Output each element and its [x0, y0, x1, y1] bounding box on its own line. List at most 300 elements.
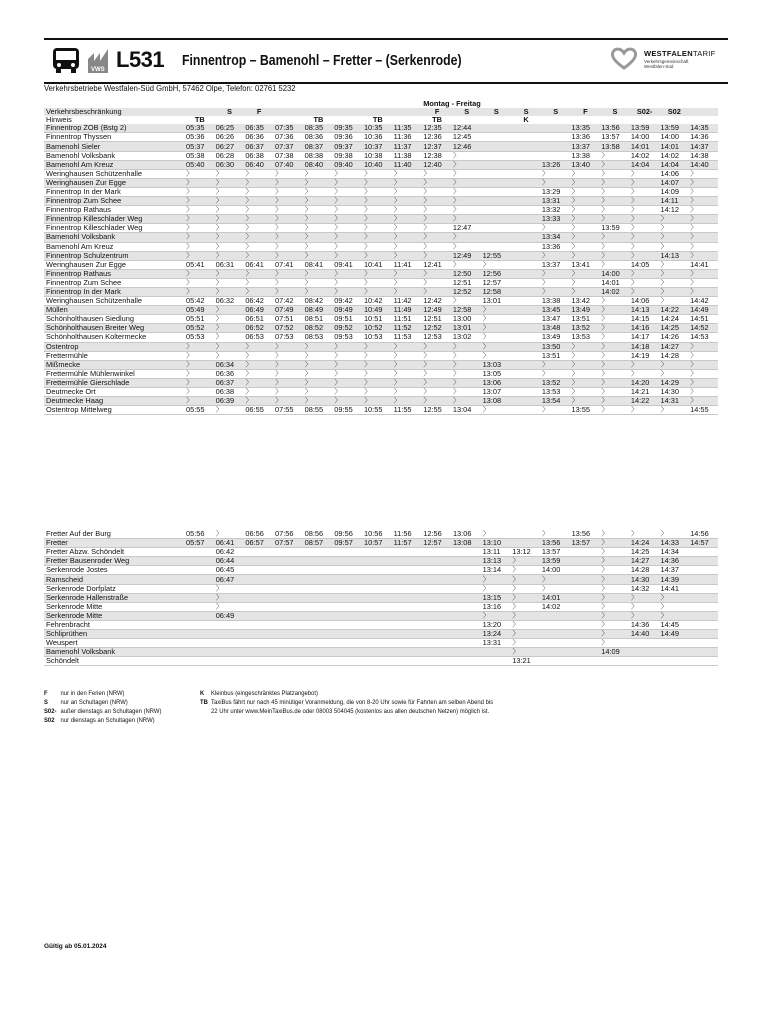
- departure-time: [184, 575, 214, 584]
- departure-time: 14:16: [629, 324, 659, 333]
- departure-time: [510, 187, 540, 196]
- departure-time: 〉: [510, 575, 540, 584]
- departure-time: [184, 584, 214, 593]
- departure-time: 〉: [421, 351, 451, 360]
- departure-time: 14:06: [659, 169, 689, 178]
- departure-time: 〉: [273, 242, 303, 251]
- departure-time: [184, 557, 214, 566]
- departure-time: 〉: [688, 342, 718, 351]
- day-header-spacer: [44, 100, 184, 108]
- departure-time: [332, 548, 362, 557]
- departure-time: [481, 242, 511, 251]
- bus-icon: [52, 47, 80, 74]
- stop-row: [44, 206, 718, 215]
- departure-time: 13:10: [481, 539, 511, 548]
- departure-time: 〉: [184, 351, 214, 360]
- departure-time: 14:00: [599, 269, 629, 278]
- stop-row: [44, 187, 718, 196]
- departure-time: [421, 575, 451, 584]
- departure-time: 〉: [303, 251, 333, 260]
- departure-time: 06:31: [214, 260, 244, 269]
- departure-time: 〉: [214, 278, 244, 287]
- restriction-label: Verkehrsbeschränkung: [44, 108, 184, 116]
- departure-time: 〉: [599, 297, 629, 306]
- stop-name: Schönholthausen Koltermecke: [44, 333, 184, 342]
- stop-row: [44, 287, 718, 296]
- departure-time: 〉: [243, 178, 273, 187]
- departure-time: 14:11: [659, 197, 689, 206]
- restriction-cell: [688, 108, 718, 116]
- departure-time: 13:34: [540, 233, 570, 242]
- departure-time: 〉: [392, 197, 422, 206]
- departure-time: 〉: [629, 251, 659, 260]
- stop-row: [44, 611, 718, 620]
- departure-time: 〉: [510, 557, 540, 566]
- stop-row: [44, 657, 718, 666]
- departure-time: 13:50: [540, 342, 570, 351]
- departure-time: [273, 575, 303, 584]
- departure-time: 05:42: [184, 297, 214, 306]
- departure-time: 〉: [481, 611, 511, 620]
- departure-time: 〉: [599, 178, 629, 187]
- departure-time: 14:37: [688, 142, 718, 151]
- departure-time: 〉: [570, 397, 600, 406]
- departure-time: 〉: [540, 269, 570, 278]
- departure-time: 〉: [332, 342, 362, 351]
- departure-time: [273, 639, 303, 648]
- hint-row: [44, 116, 718, 124]
- departure-time: 14:38: [688, 151, 718, 160]
- departure-time: [421, 639, 451, 648]
- stop-row: [44, 251, 718, 260]
- departure-time: 09:55: [332, 406, 362, 415]
- departure-time: 〉: [599, 566, 629, 575]
- departure-time: 14:19: [629, 351, 659, 360]
- departure-time: 〉: [629, 611, 659, 620]
- departure-time: [421, 548, 451, 557]
- departure-time: [214, 657, 244, 666]
- stop-row: [44, 242, 718, 251]
- departure-time: [540, 639, 570, 648]
- departure-time: 〉: [659, 602, 689, 611]
- departure-time: 〉: [184, 269, 214, 278]
- stop-row: [44, 378, 718, 387]
- departure-time: 〉: [332, 251, 362, 260]
- departure-time: 〉: [273, 178, 303, 187]
- hint-cell: [688, 116, 718, 124]
- restriction-cell: S: [481, 108, 511, 116]
- vws-label: VWS: [91, 67, 105, 73]
- departure-time: 〉: [629, 406, 659, 415]
- stop-name: Finnentrop ZOB (Bstg 2): [44, 124, 184, 133]
- departure-time: 07:38: [273, 151, 303, 160]
- footnote-text: nur in den Ferien (NRW): [60, 690, 125, 697]
- departure-time: 14:55: [688, 406, 718, 415]
- departure-time: [392, 584, 422, 593]
- departure-time: 13:59: [540, 557, 570, 566]
- departure-time: 08:53: [303, 333, 333, 342]
- departure-time: 〉: [659, 369, 689, 378]
- stop-name: Müllen: [44, 306, 184, 315]
- departure-time: 06:34: [214, 360, 244, 369]
- stop-row: [44, 133, 718, 142]
- departure-time: 〉: [540, 251, 570, 260]
- hint-cell: TB: [372, 116, 383, 125]
- departure-time: [332, 630, 362, 639]
- departure-time: 07:52: [273, 324, 303, 333]
- departure-time: 13:24: [481, 630, 511, 639]
- departure-time: 〉: [214, 197, 244, 206]
- departure-time: [392, 566, 422, 575]
- departure-time: [510, 215, 540, 224]
- departure-time: 06:30: [214, 160, 244, 169]
- departure-time: 07:49: [273, 306, 303, 315]
- departure-time: 14:27: [659, 342, 689, 351]
- stop-name: Finnentrop Killeschlader Weg: [44, 215, 184, 224]
- stop-row: [44, 215, 718, 224]
- departure-time: 〉: [273, 197, 303, 206]
- departure-time: [392, 557, 422, 566]
- departure-time: 〉: [510, 593, 540, 602]
- departure-time: 06:47: [214, 575, 244, 584]
- departure-time: 06:52: [243, 324, 273, 333]
- departure-time: 〉: [540, 287, 570, 296]
- departure-time: 〉: [332, 169, 362, 178]
- departure-time: 〉: [421, 233, 451, 242]
- departure-time: 14:02: [659, 151, 689, 160]
- departure-time: [629, 657, 659, 666]
- departure-time: [303, 557, 333, 566]
- departure-time: 〉: [659, 233, 689, 242]
- departure-time: 〉: [481, 260, 511, 269]
- hint-cell: [451, 116, 481, 124]
- departure-time: [510, 160, 540, 169]
- departure-time: 〉: [303, 233, 333, 242]
- departure-time: 〉: [688, 215, 718, 224]
- departure-time: [510, 369, 540, 378]
- departure-time: [421, 611, 451, 620]
- departure-time: 13:37: [540, 260, 570, 269]
- departure-time: 13:08: [451, 539, 481, 548]
- departure-time: 〉: [688, 360, 718, 369]
- stop-name: Bamenohl Volksbank: [44, 648, 184, 657]
- departure-time: 〉: [451, 397, 481, 406]
- departure-time: [243, 593, 273, 602]
- departure-time: [570, 584, 600, 593]
- departure-time: [273, 557, 303, 566]
- departure-time: 〉: [599, 324, 629, 333]
- departure-time: [510, 197, 540, 206]
- departure-time: [303, 602, 333, 611]
- departure-time: 〉: [629, 178, 659, 187]
- departure-time: 〉: [184, 342, 214, 351]
- departure-time: 05:49: [184, 306, 214, 315]
- departure-time: [303, 548, 333, 557]
- hint-cell: [214, 116, 244, 124]
- restriction-cell: F: [243, 108, 273, 116]
- departure-time: 07:35: [273, 124, 303, 133]
- stop-name: Ostentrop Mittelweg: [44, 406, 184, 415]
- departure-time: 14:30: [629, 575, 659, 584]
- departure-time: [273, 548, 303, 557]
- departure-time: 〉: [273, 224, 303, 233]
- departure-time: 14:34: [659, 548, 689, 557]
- departure-time: [421, 602, 451, 611]
- footnotes-right: [200, 689, 493, 716]
- stop-name: Fretter Abzw. Schöndelt: [44, 548, 184, 557]
- departure-time: 〉: [599, 397, 629, 406]
- departure-time: 〉: [599, 611, 629, 620]
- departure-time: 〉: [570, 360, 600, 369]
- departure-time: [510, 124, 540, 133]
- departure-time: [303, 657, 333, 666]
- departure-time: 09:42: [332, 297, 362, 306]
- departure-time: [303, 593, 333, 602]
- restriction-cell: [184, 108, 214, 116]
- departure-time: [451, 593, 481, 602]
- departure-time: 〉: [303, 397, 333, 406]
- departure-time: 〉: [214, 251, 244, 260]
- departure-time: 13:20: [481, 620, 511, 629]
- departure-time: 〉: [184, 206, 214, 215]
- departure-time: 13:53: [570, 333, 600, 342]
- departure-time: 〉: [599, 530, 629, 539]
- departure-time: 12:41: [421, 260, 451, 269]
- departure-time: 13:07: [481, 388, 511, 397]
- departure-time: 〉: [392, 206, 422, 215]
- departure-time: 〉: [688, 224, 718, 233]
- departure-time: 〉: [451, 151, 481, 160]
- departure-time: 13:38: [540, 297, 570, 306]
- departure-time: [273, 648, 303, 657]
- departure-time: 〉: [273, 215, 303, 224]
- departure-time: [570, 648, 600, 657]
- departure-time: [540, 620, 570, 629]
- stop-row: [44, 620, 718, 629]
- departure-time: 〉: [184, 251, 214, 260]
- departure-time: [510, 530, 540, 539]
- departure-time: 〉: [481, 406, 511, 415]
- departure-time: 〉: [629, 187, 659, 196]
- departure-time: [510, 297, 540, 306]
- stop-name: Fretter Bausenroder Weg: [44, 557, 184, 566]
- departure-time: 〉: [599, 406, 629, 415]
- departure-time: 〉: [421, 187, 451, 196]
- departure-time: [570, 657, 600, 666]
- departure-time: 05:55: [184, 406, 214, 415]
- departure-time: 〉: [421, 378, 451, 387]
- footnote-key: S02-: [44, 708, 57, 715]
- departure-time: 11:51: [392, 315, 422, 324]
- restriction-cell: F: [570, 108, 600, 116]
- departure-time: 14:36: [688, 133, 718, 142]
- departure-time: 〉: [421, 342, 451, 351]
- departure-time: 14:45: [659, 620, 689, 629]
- departure-time: 14:25: [659, 324, 689, 333]
- stop-name: Finnentrop Killeschlader Weg: [44, 224, 184, 233]
- departure-time: [243, 657, 273, 666]
- departure-time: [481, 206, 511, 215]
- departure-time: 〉: [184, 233, 214, 242]
- departure-time: 14:18: [629, 342, 659, 351]
- departure-time: 09:52: [332, 324, 362, 333]
- departure-time: 13:51: [570, 315, 600, 324]
- departure-time: 14:00: [629, 133, 659, 142]
- departure-time: 〉: [243, 224, 273, 233]
- departure-time: 14:17: [629, 333, 659, 342]
- departure-time: 13:33: [540, 215, 570, 224]
- departure-time: 〉: [451, 242, 481, 251]
- departure-time: 〉: [243, 251, 273, 260]
- departure-time: 〉: [214, 342, 244, 351]
- departure-time: 〉: [362, 197, 392, 206]
- brand-suffix: TARIF: [692, 49, 716, 58]
- departure-time: [362, 602, 392, 611]
- footnote: [200, 689, 493, 698]
- departure-time: 14:40: [629, 630, 659, 639]
- departure-time: 12:40: [421, 160, 451, 169]
- departure-time: 〉: [599, 351, 629, 360]
- departure-time: 13:04: [451, 406, 481, 415]
- departure-time: 〉: [451, 197, 481, 206]
- stop-name: Fehrenbracht: [44, 620, 184, 629]
- stop-row: [44, 333, 718, 342]
- departure-time: [629, 648, 659, 657]
- departure-time: 〉: [688, 397, 718, 406]
- departure-time: 〉: [629, 287, 659, 296]
- departure-time: 〉: [273, 360, 303, 369]
- departure-time: 〉: [540, 360, 570, 369]
- departure-time: 〉: [481, 324, 511, 333]
- hint-cell: [629, 116, 659, 124]
- footnote-key: TB: [200, 699, 208, 706]
- departure-time: [421, 620, 451, 629]
- departure-time: 14:12: [659, 206, 689, 215]
- departure-time: 〉: [570, 178, 600, 187]
- departure-time: 13:59: [599, 224, 629, 233]
- departure-time: 〉: [362, 342, 392, 351]
- departure-time: 〉: [214, 584, 244, 593]
- departure-time: 〉: [184, 215, 214, 224]
- departure-time: 〉: [362, 187, 392, 196]
- departure-time: 〉: [599, 360, 629, 369]
- departure-time: [303, 575, 333, 584]
- departure-time: 10:52: [362, 324, 392, 333]
- departure-time: 06:51: [243, 315, 273, 324]
- departure-time: 〉: [510, 611, 540, 620]
- departure-time: 12:51: [421, 315, 451, 324]
- departure-time: 〉: [303, 187, 333, 196]
- departure-time: 〉: [332, 269, 362, 278]
- departure-time: [451, 620, 481, 629]
- departure-time: [243, 602, 273, 611]
- stop-name: Bamenohl Sieler: [44, 142, 184, 151]
- departure-time: 13:00: [451, 315, 481, 324]
- departure-time: 〉: [659, 242, 689, 251]
- departure-time: 〉: [392, 251, 422, 260]
- hint-cell: [481, 116, 511, 124]
- stop-row: [44, 342, 718, 351]
- departure-time: [510, 133, 540, 142]
- departure-time: [392, 611, 422, 620]
- departure-time: 〉: [451, 360, 481, 369]
- departure-time: 〉: [332, 369, 362, 378]
- departure-time: 〉: [243, 369, 273, 378]
- hint-cell: [570, 116, 600, 124]
- departure-time: 14:21: [629, 388, 659, 397]
- departure-time: 〉: [451, 260, 481, 269]
- departure-time: 〉: [214, 306, 244, 315]
- departure-time: 〉: [303, 360, 333, 369]
- departure-time: 〉: [362, 378, 392, 387]
- departure-time: [510, 178, 540, 187]
- departure-time: [362, 593, 392, 602]
- stop-name: Bamenohl Am Kreuz: [44, 242, 184, 251]
- departure-time: [184, 602, 214, 611]
- departure-time: [451, 648, 481, 657]
- footnote: [44, 689, 161, 698]
- departure-time: 14:41: [659, 584, 689, 593]
- departure-time: 08:36: [303, 133, 333, 142]
- departure-time: 05:41: [184, 260, 214, 269]
- departure-time: 〉: [570, 233, 600, 242]
- departure-time: 06:38: [243, 151, 273, 160]
- departure-time: 14:07: [659, 178, 689, 187]
- departure-time: [362, 630, 392, 639]
- departure-time: 〉: [184, 169, 214, 178]
- departure-time: 〉: [540, 575, 570, 584]
- departure-time: 〉: [184, 178, 214, 187]
- departure-time: 〉: [599, 306, 629, 315]
- departure-time: [214, 630, 244, 639]
- departure-time: [214, 620, 244, 629]
- departure-time: [362, 584, 392, 593]
- departure-time: 13:36: [570, 133, 600, 142]
- departure-time: [273, 584, 303, 593]
- departure-time: [332, 657, 362, 666]
- departure-time: 〉: [451, 187, 481, 196]
- departure-time: 〉: [451, 206, 481, 215]
- departure-time: 〉: [481, 351, 511, 360]
- departure-time: 11:35: [392, 124, 422, 133]
- departure-time: [688, 557, 718, 566]
- departure-time: [688, 620, 718, 629]
- departure-time: 〉: [659, 215, 689, 224]
- departure-time: 〉: [214, 206, 244, 215]
- departure-time: [451, 657, 481, 666]
- departure-time: 〉: [570, 224, 600, 233]
- departure-time: 06:25: [214, 124, 244, 133]
- departure-time: [214, 648, 244, 657]
- departure-time: 〉: [362, 351, 392, 360]
- departure-time: [510, 406, 540, 415]
- departure-time: [273, 593, 303, 602]
- departure-time: 13:29: [540, 187, 570, 196]
- departure-time: 〉: [659, 360, 689, 369]
- departure-time: 08:55: [303, 406, 333, 415]
- departure-time: 14:35: [688, 124, 718, 133]
- departure-time: [540, 124, 570, 133]
- departure-time: 11:41: [392, 260, 422, 269]
- departure-time: [688, 575, 718, 584]
- departure-time: 〉: [362, 251, 392, 260]
- departure-time: 14:36: [659, 557, 689, 566]
- departure-time: [451, 630, 481, 639]
- departure-time: 〉: [510, 630, 540, 639]
- departure-time: 14:52: [688, 324, 718, 333]
- departure-time: [451, 639, 481, 648]
- page-header: [44, 38, 728, 84]
